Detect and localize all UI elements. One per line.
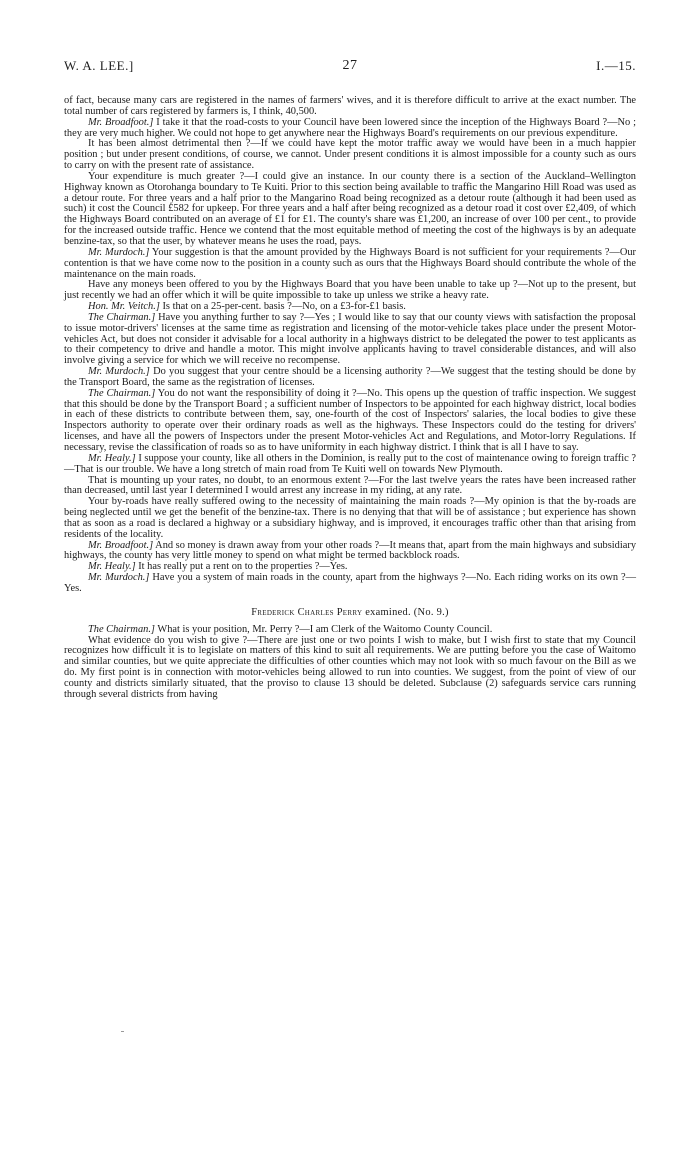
print-speck (121, 1031, 124, 1032)
paragraph-text: It has been almost detrimental then ?—If we could have kept the motor traffic away we would have been in a much happier position ; but under present conditions, of course, we cannot. Under present conditions it is almost impossible for a county such as ours to carry on with the present rate of assistance. (64, 138, 636, 172)
speaker: Mr. Healy.] (88, 452, 136, 464)
speaker: Mr. Murdoch.] (88, 246, 150, 258)
paragraph (64, 573, 636, 595)
witness-name: Frederick Charles Perry (251, 606, 363, 618)
paragraph-text: I take it that the road-costs to your Council have been lowered since the inception of the Highways Board ?—No ; they are very much higher. We could not hope to get anywhere near the Highways Board's requirements on our previous expenditure. (64, 116, 636, 139)
paragraph (64, 367, 636, 389)
speaker: Mr. Broadfoot.] (88, 539, 154, 551)
speaker: The Chairman.] (88, 387, 156, 399)
paragraph-text: Your suggestion is that the amount provided by the Highways Board is not sufficient for your requirements ?—Our contention is that we have come now to the position in a county such as ours that the Highways Board should contribute the whole of the maintenance on the main roads. (64, 246, 636, 280)
speaker: Hon. Mr. Veitch.] (88, 301, 160, 313)
speaker: The Chairman.] (88, 623, 155, 635)
paragraph (64, 476, 636, 498)
paragraph (64, 541, 636, 563)
document-body (64, 96, 636, 701)
speaker: Mr. Healy.] (88, 561, 136, 573)
speaker: Mr. Murdoch.] (88, 366, 150, 378)
paragraph-text: That is mounting up your rates, no doubt, to an enormous extent ?—For the last twelve years the rates have been increased rather than decreased, until last year I determined I would arrest any increase in my riding, at any rate. (64, 474, 636, 497)
header-witness: W. A. LEE.] (64, 58, 134, 73)
paragraph (64, 280, 636, 302)
paragraph (64, 313, 636, 367)
paragraph-text: Have any moneys been offered to you by the Highways Board that you have been unable to take up ?—Not up to the present, but just recently we had an offer which it will be quite impossible to take up unless we strike a heavy rate. (64, 279, 636, 302)
paragraph-text: Have you anything further to say ?—Yes ; I would like to say that our county views with satisfaction the proposal to issue motor-drivers' licenses at the same time as registration and licensing of the motor-vehicle takes place under the present Motor-vehicles Act, but does not consider it advisable for a local authority in a highways district to be delegated the power to test applicants as to their competency to drive and handle a motor. This might involve applicants having to travel considerable distances, and will also involve giving a service for which we will receive no recompense. (64, 311, 636, 367)
witness-heading-rest: examined. (No. 9.) (362, 606, 449, 618)
paragraph-text: And so money is drawn away from your other roads ?—It means that, apart from the main highways and subsidiary highways, the county has very little money to spend on what might be termed backblock roads. (64, 539, 637, 562)
paragraph-text: of fact, because many cars are registered in the names of farmers' wives, and it is therefore difficult to arrive at the exact number. The total number of cars registered by farmers is, I think, 40,500. (64, 95, 636, 117)
paragraph (64, 497, 636, 540)
paragraph-text: What evidence do you wish to give ?—There are just one or two points I wish to make, but I wish first to state that my Council recognizes how difficult it is to legislate on matters of this kind to suit all requirements. We are putting before you the case of Waitomo and similar counties, but we quite appreciate the difficulties of other counties which may not look with so much favour on the Bill as we do. My first point is in connection with motor-vehicles being allowed to run into counties. We suggest, from the point of view of our county and districts similarly situated, that the proviso to clause 13 should be deleted. Subclause (2) safeguards service cars running through several districts from having (64, 634, 636, 700)
paragraph-text: Have you a system of main roads in the county, apart from the highways ?—No. Each riding works on its own ?—Yes. (64, 572, 636, 594)
paragraph-text: What is your position, Mr. Perry ?—I am Clerk of the Waitomo County Council. (154, 623, 493, 635)
paragraph (64, 636, 636, 701)
paragraph (64, 139, 636, 172)
paragraph (64, 389, 636, 454)
page-number: 27 (342, 58, 358, 73)
speaker: Mr. Murdoch.] (88, 572, 150, 584)
paragraph-text: Is that on a 25-per-cent. basis ?—No, on a £3-for-£1 basis. (159, 301, 406, 313)
page-header (64, 58, 636, 80)
paragraph-text: I suppose your county, like all others in the Dominion, is really put to the cost of maintenance owing to foreign traffic ?—That is our trouble. We have a long stretch of main road from Te Kuiti well on towards New Plymouth. (64, 452, 636, 475)
paragraph-text: Your expenditure is much greater ?—I could give an instance. In our county there is a section of the Auckland–Wellington Highway known as Otorohanga boundary to Te Kuiti. Prior to this section being available to traffic the Mangarino Hill Road was used as a detour route. For three years and a half prior to the Mangarino Road being recognized as a detour route (although it had been used as such) it cost the Council £582 for upkeep. For three years and a half after being recognized as a detour road it cost over £2,409, of which the Highways Board contributed on an average of £1 for £1. The county's share was £1,200, an increase of over 100 per cent., to provide for the increased outside traffic. Hence we contend that the most equitable method of meeting the cost of the highways is by an adequate benzine-tax, so that the user, by whatever means he uses the road, pays. (64, 170, 636, 247)
paragraph-text: It has really put a rent on to the properties ?—Yes. (135, 561, 348, 573)
witness-heading (64, 608, 636, 619)
paragraph (64, 118, 636, 140)
paragraph (64, 172, 636, 248)
speaker: Mr. Broadfoot.] (88, 116, 154, 128)
paragraph-text: Your by-roads have really suffered owing to the necessity of maintaining the main roads ?—My opinion is that the by-roads are being neglected until we get the benefit of the benzine-tax. There is no denying that that will be of assistance ; but experience has shown that as soon as a road is declared a highway or a subsidiary highway, and is improved, it encourages traffic other than that arising from residents of the locality. (64, 496, 636, 540)
paragraph (64, 454, 636, 476)
speaker: The Chairman.] (88, 311, 156, 323)
paragraph (64, 248, 636, 281)
paper-reference: I.—15. (596, 58, 636, 73)
paragraph-text: Do you suggest that your centre should be a licensing authority ?—We suggest that the testing should be done by the Transport Board, the same as the registration of licenses. (64, 366, 636, 388)
paragraph-text: You do not want the responsibility of doing it ?—No. This opens up the question of traffic inspection. We suggest that this should be done by the Transport Board ; a sufficient number of Inspectors to be appointed for each highway district, local bodies in each of these districts to contribute between them, say, one-fourth of the cost of Inspectors' salaries, the local bodies to give these Inspectors authority to operate over their ordinary roads as well as the highways. These Inspectors could do the testing for drivers' licenses, and have all the powers of Inspectors under the present Motor-vehicles Act and Regulations, and Motor-lorry Regulations. If necessary, revise the classification of roads so as to have uniformity in each highway district. I think that is all I have to say. (64, 387, 636, 453)
paragraph (64, 96, 636, 118)
